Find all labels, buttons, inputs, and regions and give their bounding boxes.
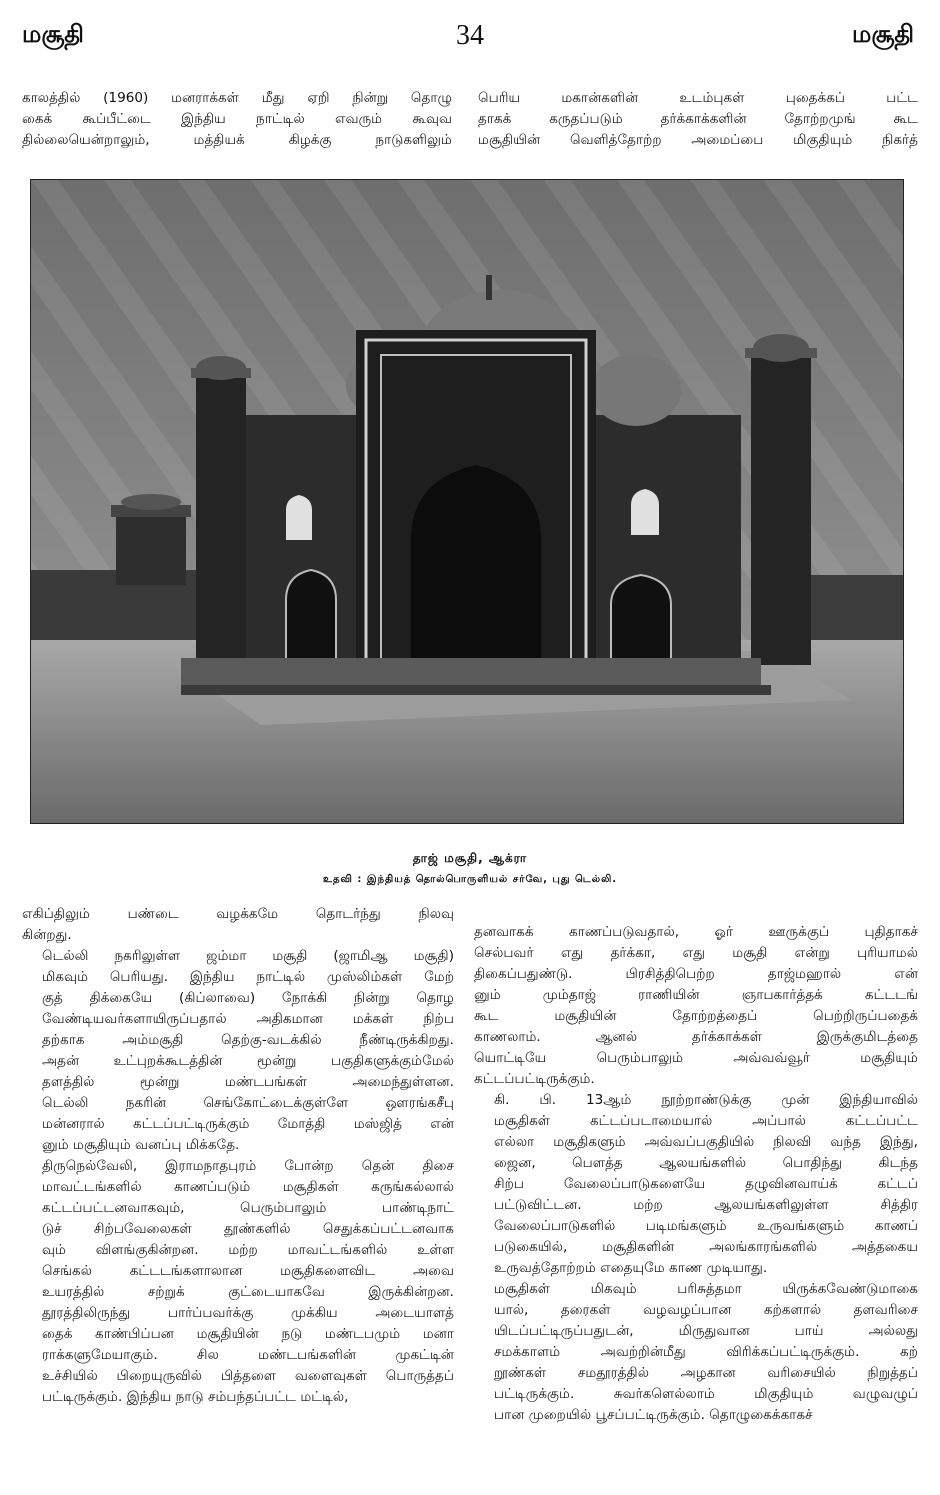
text-line: சிற்ப வேலைப்பாடுகளையே தழுவினவாய்க் கட்டப் — [494, 1176, 918, 1192]
text-line: பட்டிருக்கும். இந்திய நாடு சம்பந்தப்பட்ட மட்டில், — [42, 1389, 349, 1405]
text-line: திகைப்பதுண்டு. பிரசித்திபெற்ற தாஜ்மஹால் என் — [474, 966, 918, 982]
text-line: பெரிய மகான்களின் உடம்புகள் புதைக்கப் பட்ட — [478, 90, 918, 106]
text-line: பட்டிருக்கும். சுவர்களெல்லாம் மிகுதியும் வழுவழுப் — [494, 1386, 918, 1402]
text-line: பான முறையில் பூசப்பட்டிருக்கும். தொழுகைக்காகச் — [494, 1407, 813, 1423]
text-line: மசூதிகள் கட்டப்படாமையால் அப்பால் கட்டப்பட்ட — [494, 1113, 918, 1129]
text-line: டெல்லி நகரின் செங்கோட்டைக்குள்ளே ஔரங்கசீபு — [42, 1095, 454, 1111]
text-line: செல்பவர் எது தர்க்கா, எது மசூதி என்று புரியாமல் — [474, 945, 918, 961]
paragraph — [474, 1090, 918, 1279]
text-line: குத் திக்கையே (கிப்லாவை) நோக்கி நின்று தொழ — [42, 990, 454, 1006]
text-line: தாகக் கருதப்படும் தர்க்காக்களின் தோற்றமுங் கூட — [478, 111, 918, 127]
text-line: மாவட்டங்களில் காணப்படும் மசூதிகள் கருங்கல்லால் — [42, 1179, 454, 1195]
text-line: திருநெல்வேலி, இராமநாதபுரம் போன்ற தென் திசை — [42, 1158, 454, 1174]
text-line: தூரத்திலிருந்து பார்ப்பவர்க்கு முக்கிய அடையாளத் — [42, 1305, 454, 1321]
text-line: உயரத்தில் சற்றுக் குட்டையாகவே இருக்கின்றன. — [42, 1284, 454, 1300]
paragraph — [22, 946, 454, 1156]
text-line: வேலைப்பாடுகளில் படிமங்களும் உருவங்களும் காணப் — [494, 1218, 918, 1234]
figure-caption: தாஜ் மசூதி, ஆக்ரா — [412, 851, 528, 865]
text-line: யொட்டியே பெரும்பாலும் அவ்வவ்வூர் மசூதியும் — [474, 1050, 918, 1066]
text-line: டுச் சிற்பவேலைகள் தூண்களில் செதுக்கப்பட்டனவாக — [42, 1221, 454, 1237]
text-line: சமக்காளம் அவற்றின்மீது விரிக்கப்பட்டிருக்கும். கற் — [494, 1344, 918, 1360]
text-line: மசூதிகள் மிகவும் பரிசுத்தமா யிருக்கவேண்டுமாகை — [494, 1281, 918, 1297]
text-line: அதன் உட்புறக்கூடத்தின் மூன்று பகுதிகளுக்கும்மேல் — [42, 1053, 454, 1069]
running-header-right: மசூதி — [852, 20, 914, 48]
text-line: தைக் காண்பிப்பன மசூதியின் நடு மண்டபமும் மனா — [42, 1326, 454, 1342]
body-left-column — [22, 904, 454, 1408]
paragraph — [22, 904, 454, 946]
paragraph — [474, 1279, 918, 1426]
text-line: மசூதியின் வெளித்தோற்ற அமைப்பை மிகுதியும் நிகர்த் — [478, 132, 918, 148]
text-line: றூண்கள் சமதூரத்தில் அழகான வரிசையில் நிறுத்தப் — [494, 1365, 918, 1381]
text-line: யிடப்பட்டிருப்பதுடன், மிருதுவான பாய் அல்லது — [494, 1323, 918, 1339]
mosque-photograph — [30, 179, 904, 824]
text-line: ஜைன, பௌத்த ஆலயங்களில் பொதிந்து கிடந்த — [494, 1155, 918, 1171]
text-line: பட்டுவிட்டன. மற்ற ஆலயங்களிலுள்ள சித்திர — [494, 1197, 918, 1213]
text-line: வேண்டியவர்களாயிருப்பதால் அதிகமான மக்கள் நிற்ப — [42, 1011, 454, 1027]
text-line: உச்சியில் பிறையுருவில் பித்தளை வளைவுகள் பொருத்தப் — [42, 1368, 454, 1384]
body-right-column — [474, 922, 918, 1426]
text-line: காலத்தில் (1960) மனராக்கள் மீது ஏறி நின்று தொழு — [22, 90, 452, 106]
text-line: எல்லா மசூதிகளும் அவ்வப்பகுதியில் நிலவி வந்த இந்து, — [494, 1134, 918, 1150]
text-line: தனவாகக் காணப்படுவதால், ஓர் ஊருக்குப் புதிதாகச் — [474, 924, 918, 940]
text-line: வும் விளங்குகின்றன. மற்ற மாவட்டங்களில் உள்ள — [42, 1242, 454, 1258]
top-right-column — [478, 88, 918, 151]
top-left-column — [22, 88, 452, 151]
paragraph — [22, 1156, 454, 1408]
text-line: னும் மசூதியும் வனப்பு மிக்கதே. — [42, 1137, 240, 1153]
text-line: உருவத்தோற்றம் எதையுமே காண முடியாது. — [494, 1260, 768, 1276]
text-line: மன்னரால் கட்டப்பட்டிருக்கும் மோத்தி மஸ்ஜித் என் — [42, 1116, 454, 1132]
text-line: தற்காக அம்மசூதி தெற்கு-வடக்கில் நீண்டிருக்கிறது. — [42, 1032, 454, 1048]
text-line: கைக் கூப்பீட்டை இந்திய நாட்டில் எவரும் கூவுவ — [22, 111, 452, 127]
paragraph — [474, 922, 918, 1090]
text-line: படுகையில், மசூதிகளின் அலங்காரங்களில் அத்தகைய — [494, 1239, 918, 1255]
text-line: செங்கல் கட்டடங்களாலான மசூதிகளைவிட அவை — [42, 1263, 454, 1279]
text-line: கட்டப்பட்டனவாகவும், பெரும்பாலும் பாண்டிநாட் — [42, 1200, 454, 1216]
text-line: கி. பி. 13ஆம் நூற்றாண்டுக்கு முன் இந்தியாவில் — [494, 1092, 918, 1108]
figure-credit: உதவி : இந்தியத் தொல்பொருளியல் சர்வே, புது டெல்லி. — [322, 874, 618, 885]
text-line: டெல்லி நகரிலுள்ள ஜம்மா மசூதி (ஜாமிஆ மசூதி) — [42, 948, 454, 964]
text-line: கூட மசூதியின் தோற்றத்தைப் பெற்றிருப்பதைக் — [474, 1008, 918, 1024]
page-number: 34 — [456, 20, 484, 51]
text-line: ராக்களுமேயாகும். சில மண்டபங்களின் முகட்டின் — [42, 1347, 454, 1363]
text-line: காணலாம். ஆனல் தர்க்காக்கள் இருக்குமிடத்தை — [474, 1029, 918, 1045]
running-header-left: மசூதி — [22, 20, 84, 48]
text-line: கின்றது. — [22, 927, 72, 943]
text-line: கட்டப்பட்டிருக்கும். — [474, 1071, 595, 1087]
text-line: மிகவும் பெரியது. இந்திய நாட்டில் முஸ்லிம்கள் மேற் — [42, 969, 454, 985]
text-line: யால், தரைகள் வழவழப்பான கற்களால் தளவரிசை — [494, 1302, 918, 1318]
text-line: தில்லையென்றாலும், மத்தியக் கிழக்கு நாடுகளிலும் — [22, 132, 452, 148]
text-line: தளத்தில் மூன்று மண்டபங்கள் அமைந்துள்ளன. — [42, 1074, 454, 1090]
text-line: னும் மும்தாஜ் ராணியின் ஞாபகார்த்தக் கட்டடங் — [474, 987, 918, 1003]
text-line: எகிப்திலும் பண்டை வழக்கமே தொடர்ந்து நிலவு — [22, 906, 454, 922]
